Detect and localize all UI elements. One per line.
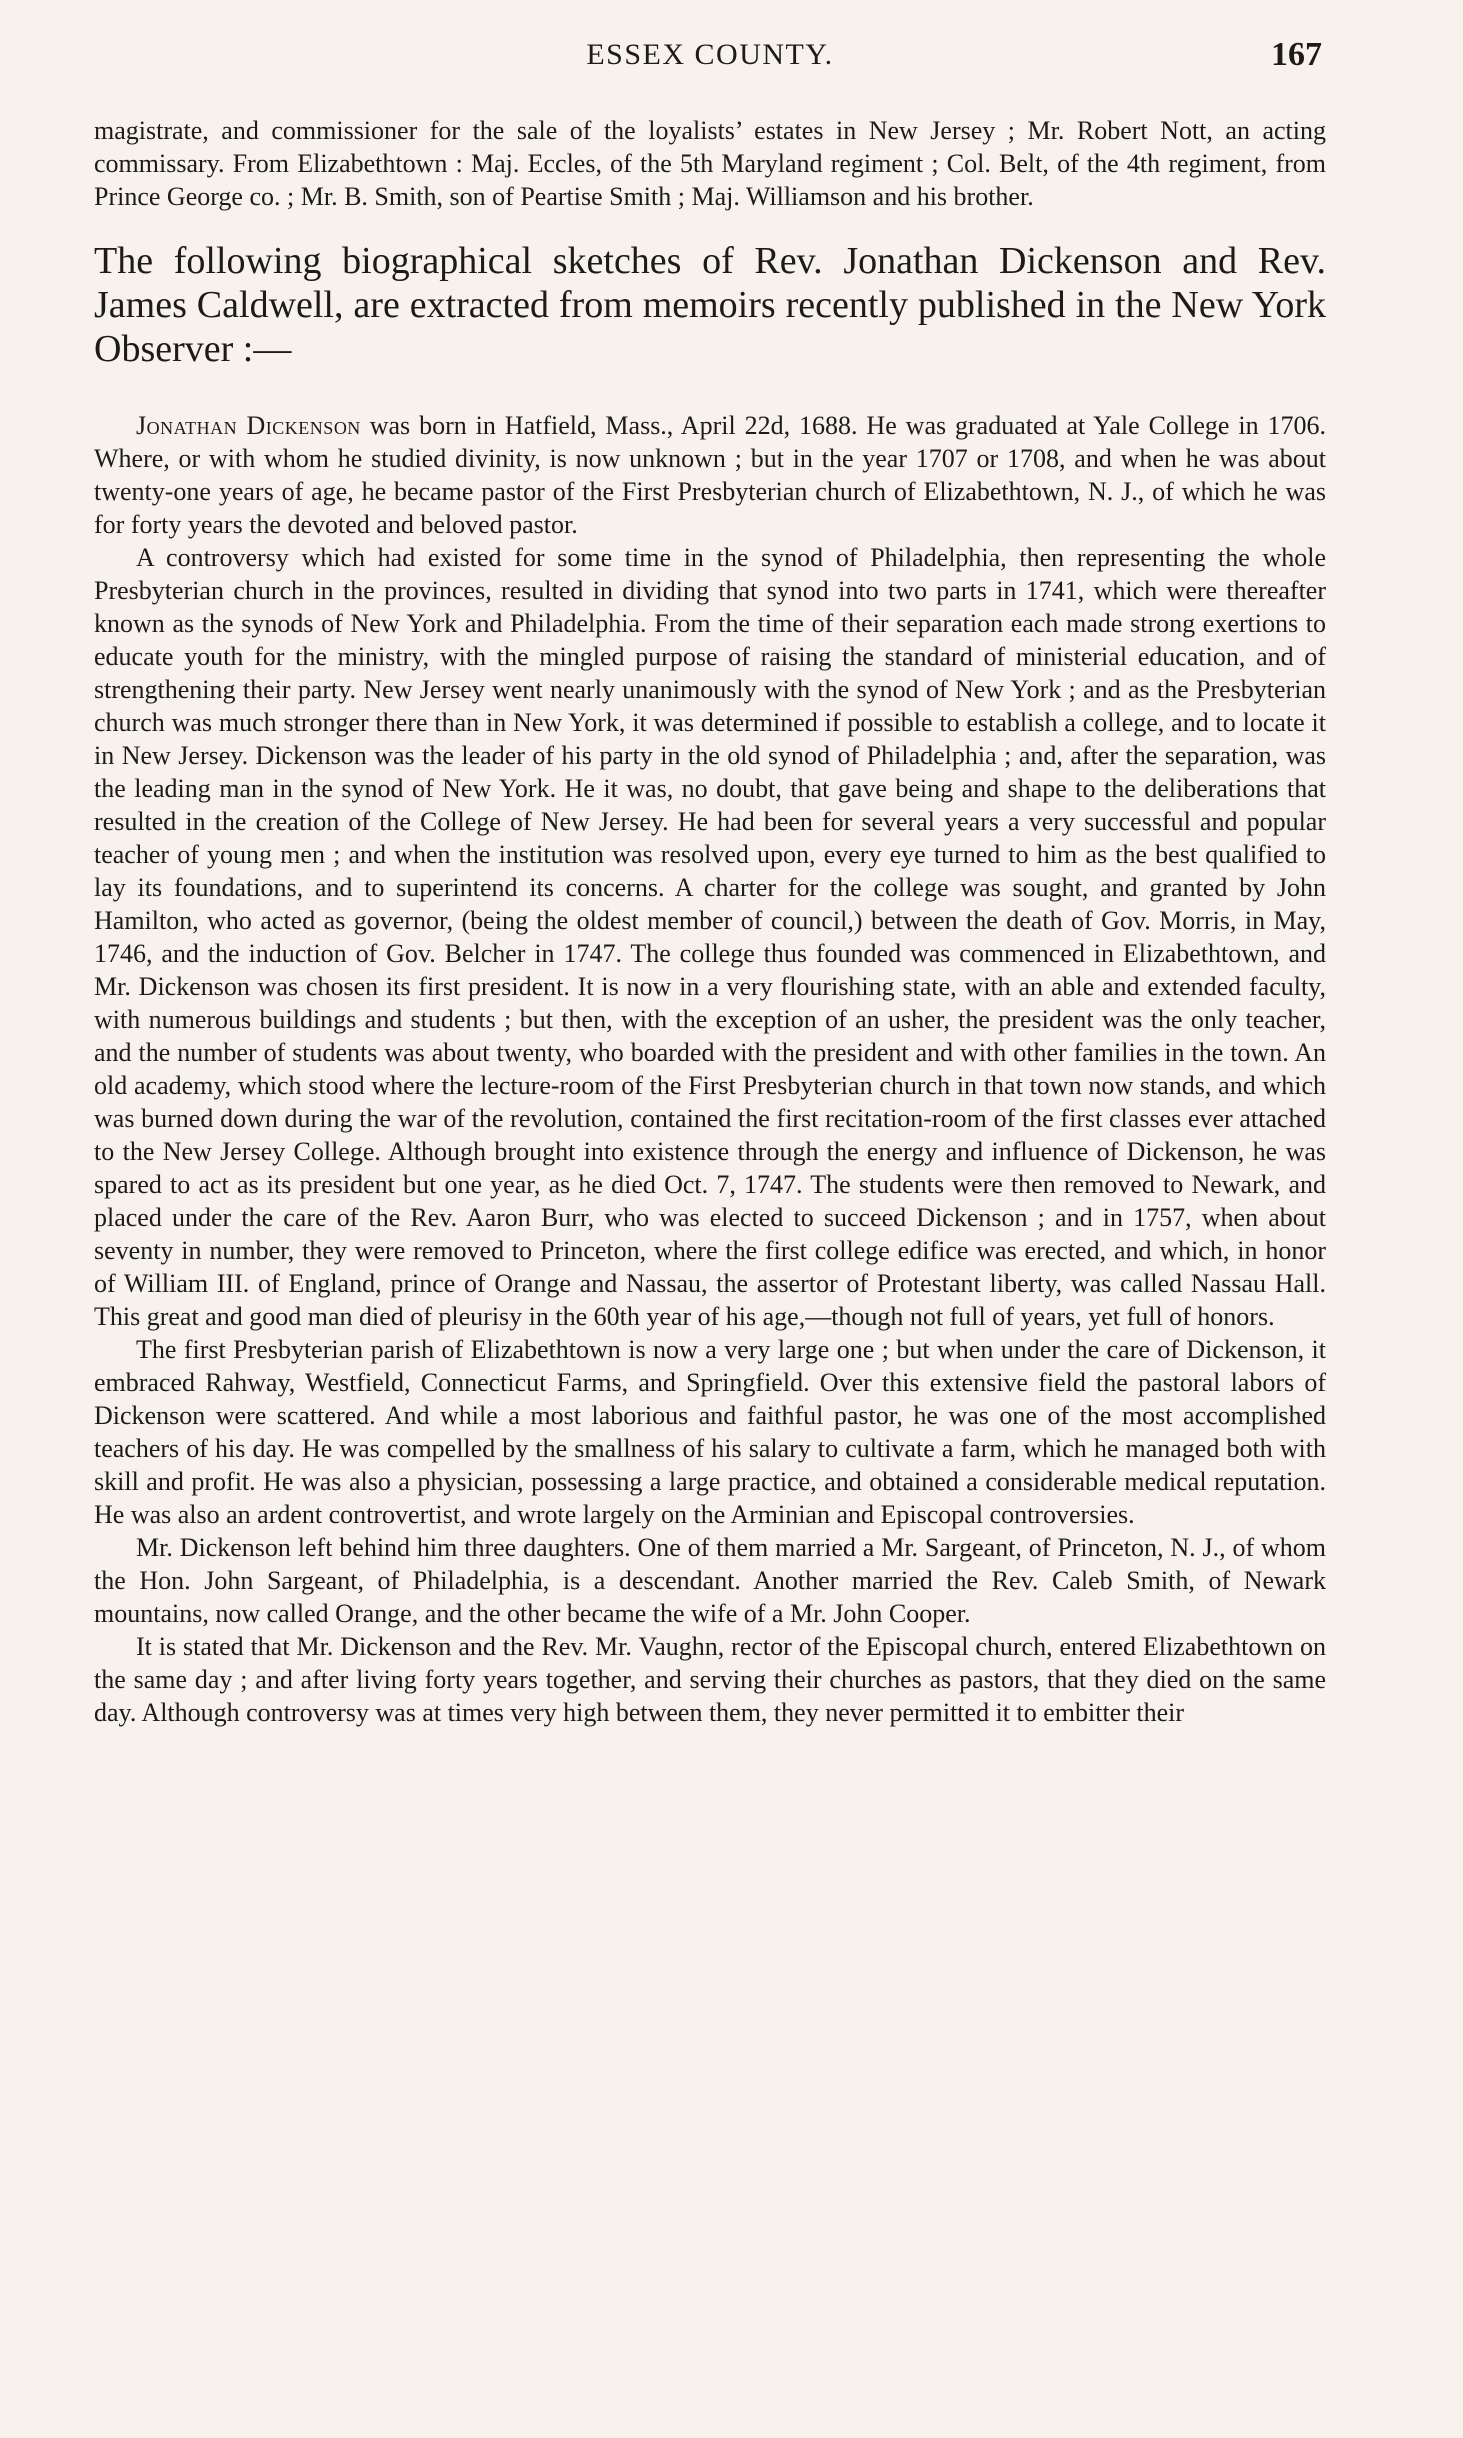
sketch-paragraph-4: Mr. Dickenson left behind him three daughters. One of them married a Mr. Sargeant, of Princeton, N. J., of whom the Hon. John Sargeant, of Philadelphia, is a descendant. Another married the Rev. Caleb Smith, of Newark mountains, now called Orange, and the other became the wife of a Mr. John Cooper. (94, 1533, 1326, 1628)
page-number: 167 (1271, 36, 1322, 73)
page (94, 34, 1326, 1729)
sketch-paragraph-5: It is stated that Mr. Dickenson and the Rev. Mr. Vaughn, rector of the Episcopal church, entered Elizabethtown on the same day ; and after living forty years together, and serving their churches as pastors, that they died on the same day. Although controversy was at times very high between them, they never permitted it to embitter their (94, 1632, 1326, 1727)
lead-name: Jonathan Dickenson (136, 411, 361, 440)
continuation-paragraph: magistrate, and commissioner for the sale of the loyalists’ estates in New Jersey ; Mr. Robert Nott, an acting commissary. From Elizabethtown : Maj. Eccles, of the 5th Maryland regiment ; Col. Belt, of the 4th regiment, from Prince George co. ; Mr. B. Smith, son of Peartise Smith ; Maj. Williamson and his brother. (94, 116, 1326, 211)
sketch-paragraph-1 (94, 409, 1326, 541)
sketch-paragraph-2: A controversy which had existed for some time in the synod of Philadelphia, then representing the whole Presbyterian church in the provinces, resulted in dividing that synod into two parts in 1741, which were thereafter known as the synods of New York and Philadelphia. From the time of their separation each made strong exertions to educate youth for the ministry, with the mingled purpose of raising the standard of ministerial education, and of strengthening their party. New Jersey went nearly unanimously with the synod of New York ; and as the Presbyterian church was much stronger there than in New York, it was determined if possible to establish a college, and to locate it in New Jersey. Dickenson was the leader of his party in the old synod of Philadelphia ; and, after the separation, was the leading man in the synod of New York. He it was, no doubt, that gave being and shape to the deliberations that resulted in the creation of the College of New Jersey. He had been for several years a very successful and popular teacher of young men ; and when the institution was resolved upon, every eye turned to him as the best qualified to lay its foundations, and to superintend its concerns. A charter for the college was sought, and granted by John Hamilton, who acted as governor, (being the oldest member of council,) between the death of Gov. Morris, in May, 1746, and the induction of Gov. Belcher in 1747. The college thus founded was commenced in Elizabethtown, and Mr. Dickenson was chosen its first president. It is now in a very flourishing state, with an able and extended faculty, with numerous buildings and students ; but then, with the exception of an usher, the president was the only teacher, and the number of students was about twenty, who boarded with the president and with other families in the town. An old academy, which stood where the lecture-room of the First Presbyterian church in that town now stands, and which was burned down during the war of the revolution, contained the first recitation-room of the first classes ever attached to the New Jersey College. Although brought into existence through the energy and influence of Dickenson, he was spared to act as its president but one year, as he died Oct. 7, 1747. The students were then removed to Newark, and placed under the care of the Rev. Aaron Burr, who was elected to succeed Dickenson ; and in 1757, when about seventy in number, they were removed to Princeton, where the first college edifice was erected, and which, in honor of William III. of England, prince of Orange and Nassau, the assertor of Protestant liberty, was called Nassau Hall. This great and good man died of pleurisy in the 60th year of his age,—though not full of years, yet full of honors. (94, 543, 1326, 1331)
biographical-sketch (94, 409, 1326, 1729)
sketch-paragraph-3: The first Presbyterian parish of Elizabethtown is now a very large one ; but when under the care of Dickenson, it embraced Rahway, Westfield, Connecticut Farms, and Springfield. Over this extensive field the pastoral labors of Dickenson were scattered. And while a most laborious and faithful pastor, he was one of the most accomplished teachers of his day. He was compelled by the smallness of his salary to cultivate a farm, which he managed both with skill and profit. He was also a physician, possessing a large practice, and obtained a considerable medical reputation. He was also an ardent controvertist, and wrote largely on the Arminian and Episcopal controversies. (94, 1335, 1326, 1529)
section-intro: The following biographical sketches of Rev. Jonathan Dickenson and Rev. James Caldwell, are extracted from memoirs recently published in the New York Observer :— (94, 240, 1326, 370)
running-head (94, 34, 1326, 82)
sketch-paragraph-1-text: was born in Hatfield, Mass., April 22d, 1688. He was graduated at Yale College in 1706. Where, or with whom he studied divinity, is now unknown ; but in the year 1707 or 1708, and when he was about twenty-one years of age, he became pastor of the First Presbyterian church of Elizabethtown, N. J., of which he was for forty years the devoted and beloved pastor. (94, 411, 1326, 539)
running-title: ESSEX COUNTY. (586, 38, 834, 71)
